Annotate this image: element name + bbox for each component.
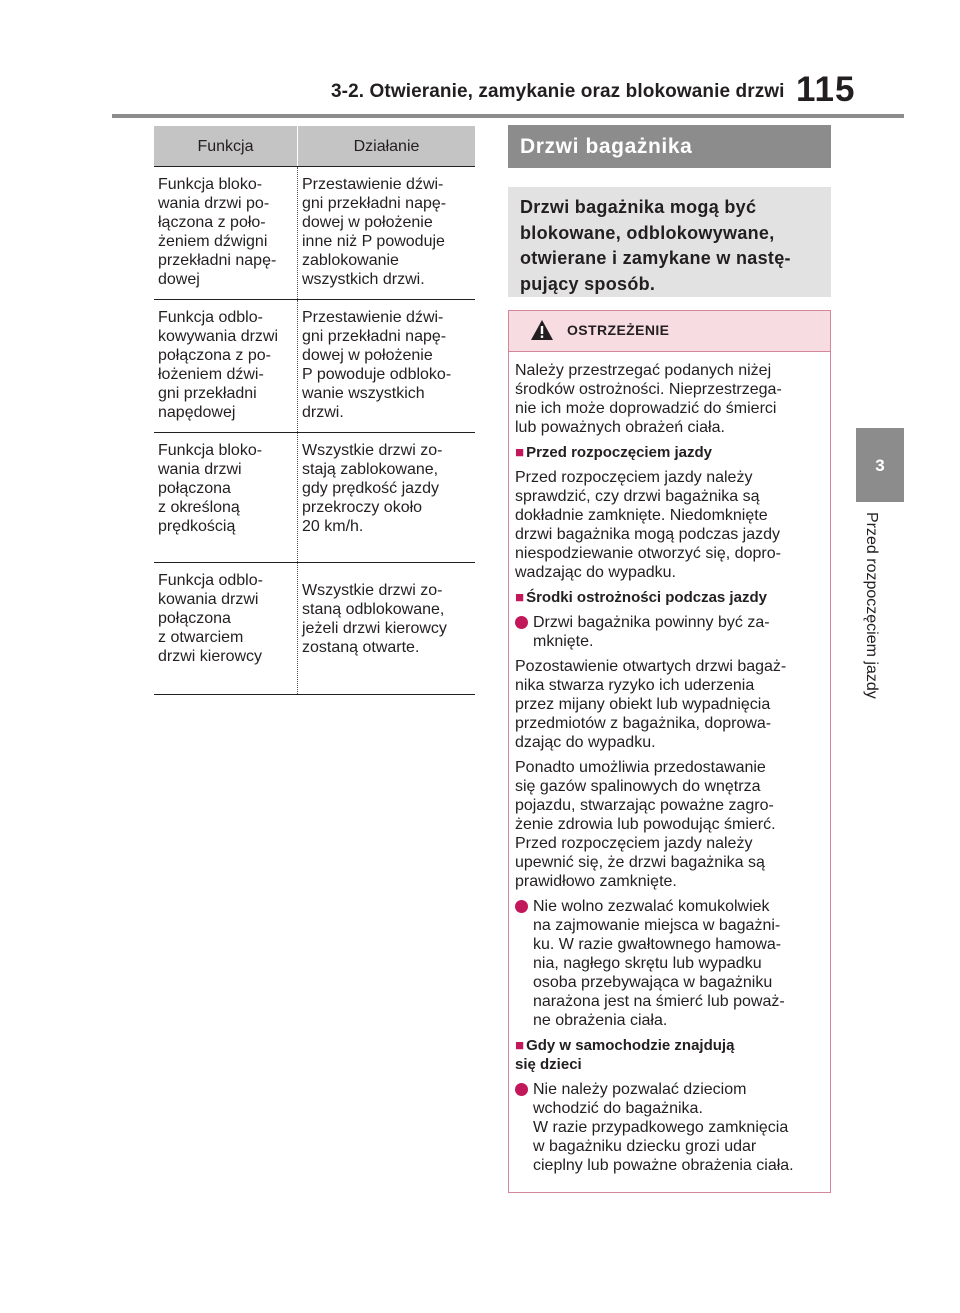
table-cell-action: Wszystkie drzwi zo- staną odblokowane, jeżeli drzwi kierowcy zostaną otwarte. (298, 563, 476, 695)
table-cell-function: Funkcja odblo- kowywania drzwi połączona z po- łożeniem dźwi- gni przekładni napędowej (154, 300, 298, 433)
chapter-tab-label: Przed rozpoczęciem jazdy (863, 512, 880, 699)
circle-bullet-icon (515, 900, 528, 913)
circle-bullet-icon (515, 616, 528, 629)
table-header-row (154, 126, 475, 167)
table-cell-function: Funkcja bloko- wania drzwi połączona z określoną prędkością (154, 433, 298, 563)
warning-bullet-text: Nie należy pozwalać dzieciom wchodzić do bagażnika. W razie przypadkowego zamknięcia w bagażniku dziecku grozi udar cieplny lub poważne obrażenia ciała. (533, 1081, 794, 1174)
table-cell-function: Funkcja bloko- wania drzwi po- łączona z poło- żeniem dźwigni przekładni napę- dowej (154, 167, 298, 300)
square-bullet-icon: ■ (515, 444, 525, 461)
square-bullet-icon: ■ (515, 589, 525, 606)
warning-bullet (515, 613, 826, 651)
warning-box (508, 310, 831, 1193)
table-cell-action: Wszystkie drzwi zo- stają zablokowane, gdy prędkość jazdy przekroczy około 20 km/h. (298, 433, 476, 563)
table-cell-action: Przestawienie dźwi- gni przekładni napę- dowej w położenie inne niż P powoduje zablokowanie wszystkich drzwi. (298, 167, 476, 300)
section-intro: Drzwi bagażnika mogą być blokowane, odblokowywane, otwierane i zamykane w nastę- pujący sposób. (508, 187, 831, 297)
table-row (154, 167, 475, 300)
warning-triangle-icon (530, 319, 554, 346)
table-row (154, 563, 475, 695)
chapter-title: 3-2. Otwieranie, zamykanie oraz blokowanie drzwi (331, 81, 785, 102)
warning-paragraph: Należy przestrzegać podanych niżej środków ostrożności. Nieprzestrzega- nie ich może doprowadzić do śmierci lub poważnych obrażeń ciała. (515, 362, 782, 436)
warning-subheading-text: Środki ostrożności podczas jazdy (526, 589, 767, 606)
square-bullet-icon: ■ (515, 1037, 525, 1054)
function-table (154, 126, 475, 695)
warning-paragraph: Ponadto umożliwia przedostawanie się gazów spalinowych do wnętrza pojazdu, stwarzając poważne zagro- żenie zdrowia lub powodując śmierć. Przed rozpoczęciem jazdy należy upewnić się, że drzwi bagażnika są prawidłowo zamknięte. (515, 759, 776, 890)
warning-paragraph: Pozostawienie otwartych drzwi bagaż- nika stwarza ryzyko ich uderzenia przez mijany obiekt lub wypadnięcia przedmiotów z bagażnika, doprowa- dzając do wypadku. (515, 658, 787, 751)
warning-bullet (515, 1080, 826, 1175)
warning-subheading (515, 443, 826, 462)
warning-header (509, 311, 830, 352)
warning-subheading-text: Gdy w samochodzie znajdują się dzieci (515, 1037, 735, 1073)
table-row (154, 433, 475, 563)
warning-subheading (515, 1036, 826, 1074)
column-header-dzialanie: Działanie (298, 126, 476, 167)
table-cell-function: Funkcja odblo- kowania drzwi połączona z otwarciem drzwi kierowcy (154, 563, 298, 695)
circle-bullet-icon (515, 1083, 528, 1096)
warning-bullet-text: Nie wolno zezwalać komukolwiek na zajmowanie miejsca w bagażni- ku. W razie gwałtownego hamowa- nia, nagłego skrętu lub wypadku osoba przebywająca w bagażniku narażona jest na śmierć lub poważ- ne obrażenia ciała. (533, 898, 785, 1029)
header-divider (112, 114, 904, 118)
table-row (154, 300, 475, 433)
warning-bullet (515, 897, 826, 1030)
chapter-tab-number: 3 (875, 456, 885, 475)
warning-title: OSTRZEŻENIE (567, 322, 670, 338)
warning-bullet-text: Drzwi bagażnika powinny być za- mknięte. (533, 614, 770, 650)
warning-subheading (515, 588, 826, 607)
page-number: 115 (796, 70, 856, 109)
warning-paragraph: Przed rozpoczęciem jazdy należy sprawdzić, czy drzwi bagażnika są dokładnie zamknięte. Niedomknięte drzwi bagażnika mogą podczas jazdy niespodziewanie otworzyć się, dopro- wadzając do wypadku. (515, 469, 781, 581)
column-header-funkcja: Funkcja (154, 126, 298, 167)
warning-subheading-text: Przed rozpoczęciem jazdy (526, 444, 712, 461)
table-cell-action: Przestawienie dźwi- gni przekładni napę- dowej w położenie P powoduje odbloko- wanie wszystkich drzwi. (298, 300, 476, 433)
section-title: Drzwi bagażnika (508, 125, 831, 168)
